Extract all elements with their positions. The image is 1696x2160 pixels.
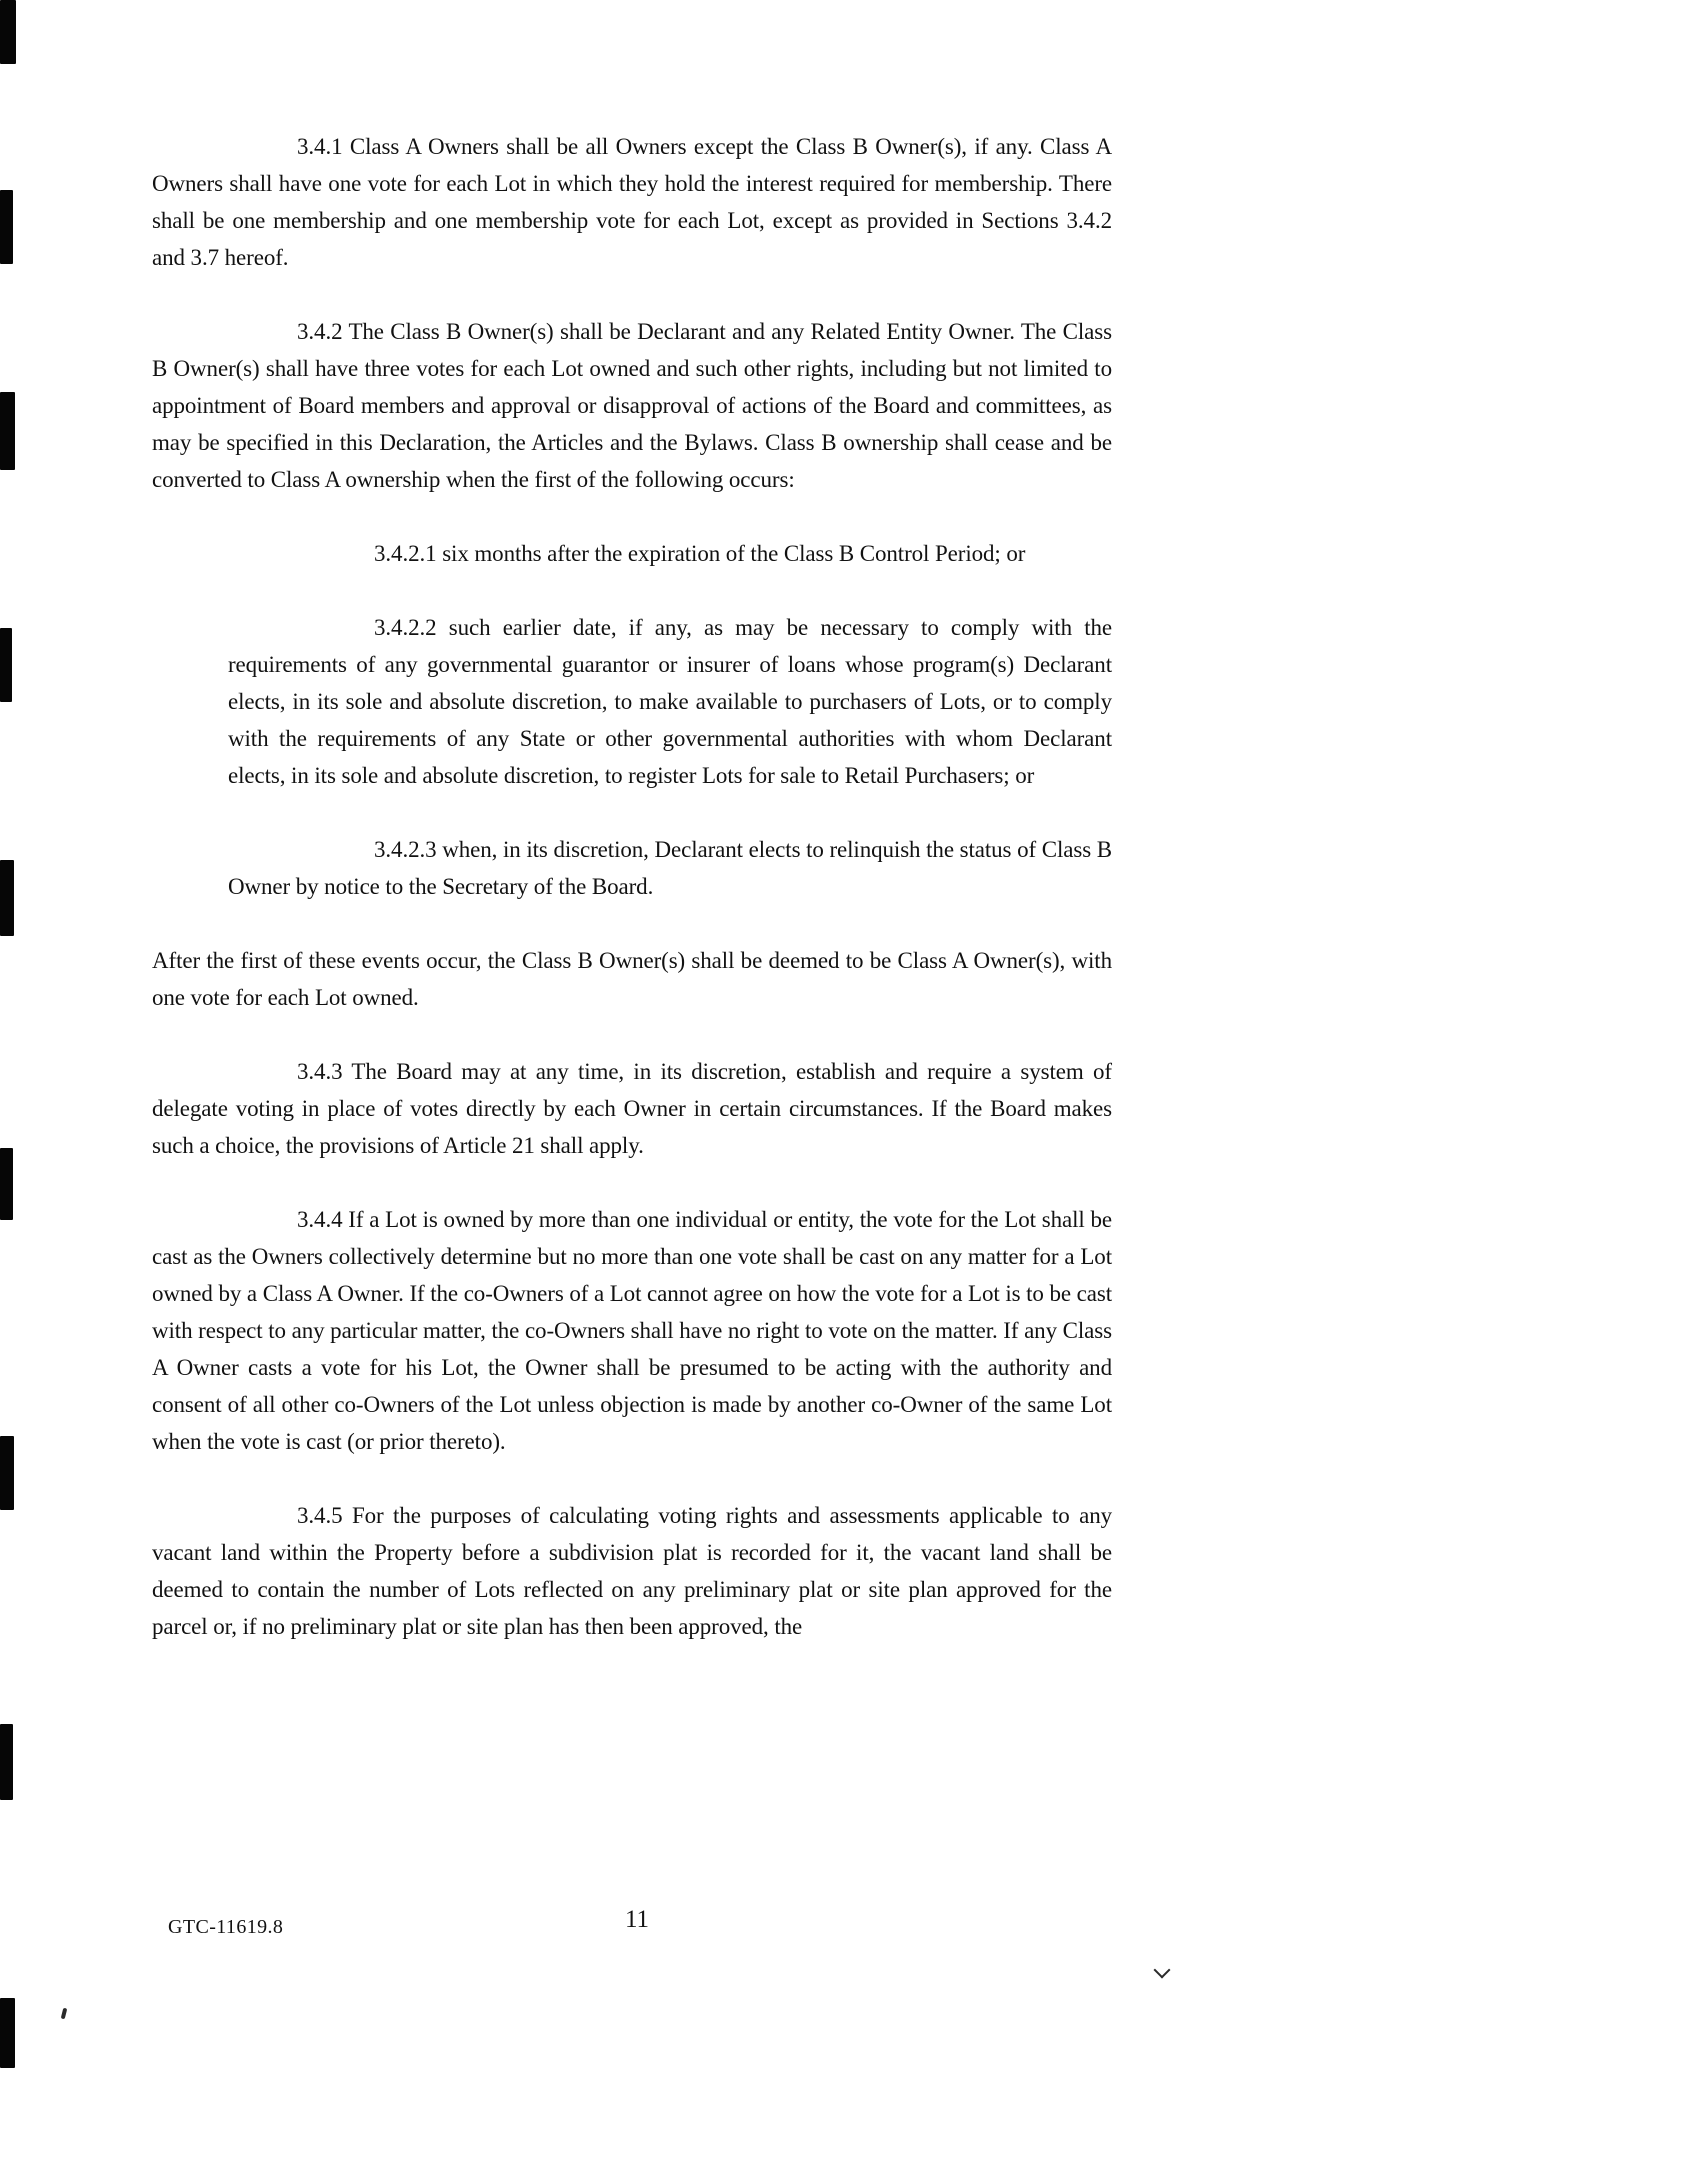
scan-artifact <box>61 2008 68 2020</box>
paragraph-after-events: After the first of these events occur, the Class B Owner(s) shall be deemed to be Class A Owner(s), with one vote for each Lot owned. <box>152 948 1112 1010</box>
scan-artifact <box>0 392 15 470</box>
paragraph-3-4-3: 3.4.3 The Board may at any time, in its discretion, establish and require a system of delegate voting in place of votes directly by each Owner in certain circumstances. If the Board makes such a choice, the provisions of Article 21 shall apply. <box>152 1059 1112 1158</box>
paragraph-3-4-2-1: 3.4.2.1 six months after the expiration of the Class B Control Period; or <box>374 541 1026 566</box>
paragraph-3-4-2-3: 3.4.2.3 when, in its discretion, Declarant elects to relinquish the status of Class B Owner by notice to the Secretary of the Board. <box>228 837 1112 899</box>
document-body <box>152 128 1112 1682</box>
scan-artifact <box>0 1148 13 1220</box>
paragraph-3-4-5: 3.4.5 For the purposes of calculating voting rights and assessments applicable to any vacant land within the Property before a subdivision plat is recorded for it, the vacant land shall be deemed to contain the number of Lots reflected on any preliminary plat or site plan approved for the parcel or, if no preliminary plat or site plan has then been approved, the <box>152 1503 1112 1639</box>
paragraph-3-4-2-2: 3.4.2.2 such earlier date, if any, as may be necessary to comply with the requirements of any governmental guarantor or insurer of loans whose program(s) Declarant elects, in its sole and absolute discretion, to make available to purchasers of Lots, or to comply with the requirements of any State or other governmental authorities with whom Declarant elects, in its sole and absolute discretion, to register Lots for sale to Retail Purchasers; or <box>228 615 1112 788</box>
scan-artifact <box>0 1436 14 1510</box>
paragraph-3-4-4: 3.4.4 If a Lot is owned by more than one individual or entity, the vote for the Lot shall be cast as the Owners collectively determine but no more than one vote shall be cast on any matter for a Lot owned by a Class A Owner. If the co-Owners of a Lot cannot agree on how the vote for a Lot is to be cast with respect to any particular matter, the co-Owners shall have no right to vote on the matter. If any Class A Owner casts a vote for his Lot, the Owner shall be presumed to be acting with the authority and consent of all other co-Owners of the Lot unless objection is made by another co-Owner of the same Lot when the vote is cast (or prior thereto). <box>152 1207 1112 1454</box>
paragraph-3-4-2: 3.4.2 The Class B Owner(s) shall be Declarant and any Related Entity Owner. The Class B Owner(s) shall have three votes for each Lot owned and such other rights, including but not limited to appointment of Board members and approval or disapproval of actions of the Board and committees, as may be specified in this Declaration, the Articles and the Bylaws. Class B ownership shall cease and be converted to Class A ownership when the first of the following occurs: <box>152 319 1112 492</box>
scan-artifact <box>0 1724 13 1800</box>
scan-artifact <box>0 190 13 264</box>
scan-artifact <box>0 860 14 936</box>
paragraph-3-4-1: 3.4.1 Class A Owners shall be all Owners except the Class B Owner(s), if any. Class A Owners shall have one vote for each Lot in which they hold the interest required for membership. There shall be one membership and one membership vote for each Lot, except as provided in Sections 3.4.2 and 3.7 hereof. <box>152 134 1112 270</box>
scan-artifact <box>0 628 12 702</box>
scan-artifact <box>0 1998 15 2068</box>
footer-page-number: 11 <box>624 1906 650 1933</box>
footer-document-id: GTC-11619.8 <box>168 1916 284 1938</box>
scan-artifact <box>1154 1962 1171 1979</box>
scan-artifact <box>0 0 16 64</box>
